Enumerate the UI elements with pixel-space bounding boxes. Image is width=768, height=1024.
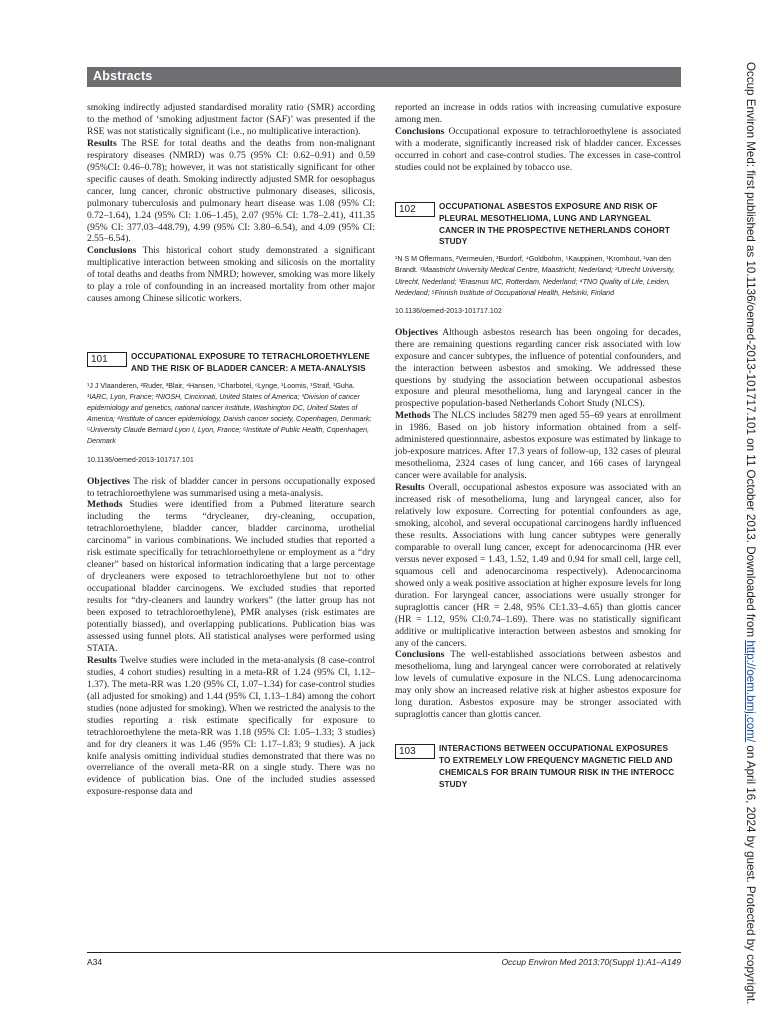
left-column (87, 102, 375, 798)
journal-citation: Occup Environ Med 2013;70(Suppl 1):A1–A149 (501, 957, 681, 967)
abstract-101-heading (87, 351, 375, 375)
results-paragraph: Results Twelve studies were included in the meta-analysis (8 case-control studies, 4 cohort studies) resulting in a meta-RR of 1.24 (95% CI, 1.12–1.37). The meta-RR was 1.20 (95% CI, 1.07–1.34) for case-control studies (all adjusted for smoking) and 1.44 (95% CI, 1.13–1.84) among the cohort studies (none adjusted for smoking). When we restricted the analysis to the studies reporting a risk estimate specifically for exposure to tetrachloroethylene the meta-RR was 1.18 (95% CI: 1.05–1.33; 3 studies) and for dry cleaners it was 1.46 (95% CI: 1.17–1.83; 9 studies). A jack knife analysis omitting individual studies demonstrated that there was no overreliance of the overall meta-RR on a single study. There was no evidence of publication bias. One of the included studies assessed exposure-response data and (87, 654, 375, 798)
intro-paragraph: smoking indirectly adjusted standardised morality ratio (SMR) according to the method of ‘smoking adjustment factor (SAF)’ was presented if the RSE was not statistically significant (i.e., no multiplicative interaction). (87, 102, 375, 137)
abstract-authors: ¹N S M Offermans, ²Vermeulen, ³Burdorf, ⁴Goldbohm, ⁵Kauppinen, ¹Kromhout, ¹van den Brandt. ¹Maastricht University Medical Centre, Maastricht, Nederland; ²Utrecht University, Utrecht, Nederland; ³Erasmus MC, Rotterdam, Nederland; ⁴TNO Quality of Life, Leiden, Nederland; ⁵Finnish Institute of Occupational Health, Helsinki, Finland (395, 255, 675, 297)
abstract-authors: ¹J J Vlaanderen, ²Ruder, ³Blair, ⁴Hansen, ⁵Charbotel, ⁶Lynge, ¹Loomis, ¹Straif, ¹Guha. ¹IARC, Lyon, France; ²NIOSH, Cincinnati, United States of America; ³Division of cancer epidemiology and genetics, national cancer institute, Washington DC, United States of America; ⁴Institute of cancer epidemiology, Danish cancer society, Copenhagen, Denmark; ⁵University Claude Bernard Lyon I, Lyon, France; ⁶Institute of Public Health, Copenhagen, Denmark (87, 382, 372, 446)
abstract-title: OCCUPATIONAL EXPOSURE TO TETRACHLOROETHYLENE AND THE RISK OF BLADDER CANCER: A META-ANALYSIS (131, 352, 370, 374)
methods-paragraph: Methods The NLCS includes 58279 men aged 55–69 years at enrollment in 1986. Based on job history information obtained from a self-administered questionnaire, asbestos exposure was estimated by linkage to job-exposure matrices. After 17.3 years of follow-up, 132 cases of pleural mesothelioma, 2324 cases of lung cancer, and 166 cases of laryngeal cancer were available for analysis. (395, 410, 682, 482)
objectives-paragraph: Objectives Although asbestos research has been ongoing for decades, there are remaining questions regarding cancer risk associated with low exposure and cancer subtypes, the influence of potential confounders, and the interaction between asbestos and smoking. We addressed these questions by studying the association between occupational asbestos exposure and pleural mesothelioma, lung and laryngeal cancer in the prospective population-based Netherlands Cohort Study (NLCS). (395, 326, 681, 410)
abstract-number: 103 (395, 744, 435, 759)
abstract-number: 102 (395, 202, 435, 217)
footer-divider (87, 952, 681, 953)
abstract-title: INTERACTIONS BETWEEN OCCUPATIONAL EXPOSURES TO EXTREMELY LOW FREQUENCY MAGNETIC FIELD AND CHEMICALS FOR BRAIN TUMOUR RISK IN THE INTEROCC STUDY (439, 744, 675, 789)
abstract-102-heading (395, 201, 681, 249)
right-column (395, 102, 681, 791)
page-number: A34 (87, 957, 103, 967)
conclusions-paragraph: Conclusions This historical cohort study demonstrated a significant multiplicative interaction between smoking and silicosis on the mortality of total deaths and deaths from NMRD; however, smoking was more likely to play a role of confounding in an increased mortality from other major causes among Chinese silicotic workers. (87, 245, 375, 305)
abstract-103-heading (395, 743, 681, 791)
results-paragraph: Results Overall, occupational asbestos exposure was associated with an increased risk of mesothelioma, lung and laryngeal cancer, also for relatively low exposure. Correcting for potential confounders as age, smoking, alcohol, and several occupational carcinogens hardly influenced these results. Associations with lung cancer subtypes were generally comparable to overall lung cancer, except for adenocarcinoma (HR ever versus never exposed = 1.43, 1.52, 1.49 and 0.94 for small cell, large cell, squamous cell and adenocarcinoma respectively). Adenocarcinoma showed only a weak positive association at higher exposure levels for long duration. For laryngeal cancer, associations were usually stronger for supraglottis cancer (HR = 2.48, 95% CI:1.33–4.65) than glottis cancer (HR = 1.12, 95% CI:0.74–1.69). There was no statistically significant additive or multiplicative interaction between asbestos and smoking for any of the cancers. (395, 482, 682, 649)
methods-paragraph: Methods Studies were identified from a Pubmed literature search including the terms “drycleaner, dry-cleaning, occupation, tetrachloroethylene, bladder cancer, bladder carcinoma, urothelial carcinoma” in various combinations. We included studies that reported a risk estimate specifically for tetrachloroethylene or employment as a “dry cleaner” based on historical information indicating that a large percentage of drycleaners were exposed to tetrachloroethylene but not to other occupational bladder carcinogens. We excluded studies that reported results for “dry-cleaners and laundry workers” (the latter group has not been exposed to tetrachloroethylene), PMR analyses (risk estimates are potentially biassed), and overlapping publications. Publication bias was assessed using funnel plots. All statistical analyses were performed using STATA. (87, 499, 375, 654)
section-title: Abstracts (93, 69, 153, 83)
journal-link[interactable]: http://oem.bmj.com/ (744, 640, 757, 743)
continued-paragraph: reported an increase in odds ratios with increasing cumulative exposure among men. (395, 102, 681, 125)
results-paragraph: Results The RSE for total deaths and the deaths from non-malignant respiratory diseases (NMRD) was 0.75 (95% CI: 0.62–0.91) and 0.59 (95%CI: 0.46–0.78); however, it was not statistically significant for other specific causes of death. Smoking indirectly adjusted SMR for oesophagus cancer, lung cancer, chronic obstructive pulmonary diseases, silicosis, pulmonary tuberculosis and pulmonary heart disease was 1.08 (95% CI: 0.72–1.64), 1.24 (95% CI: 1.06–1.45), 2.07 (95% CI: 1.78–2.41), 411.35 (95% CI: 377.03–448.79), 4.99 (95% CI: 3.80–6.54), and 4.09 (95% CI: 2.55–6.54). (87, 137, 375, 245)
abstract-doi: 10.1136/oemed-2013-101717.101 (87, 455, 194, 464)
section-header-bar (87, 67, 681, 87)
objectives-paragraph: Objectives The risk of bladder cancer in persons occupationally exposed to tetrachloroethylene was summarised using a meta-analysis. (87, 475, 375, 499)
copyright-sidebar: Occup Environ Med: first published as 10.1136/oemed-2013-101717.101 on 11 October 2013. Downloaded from http://oem.bmj.com/ on April 16, 2024 by guest. Protected by copyright. (744, 62, 757, 1005)
abstract-number: 101 (87, 352, 127, 367)
conclusions-paragraph: Conclusions The well-established associations between asbestos and mesothelioma, lung and laryngeal cancer were corroborated at relatively low levels of cumulative exposure in the NLCS. Lung adenocarcinoma may only show an increased relative risk at higher asbestos exposure for long duration. Asbestos exposure may be stronger associated with supraglottis cancer than glottis cancer. (395, 649, 682, 721)
abstract-doi: 10.1136/oemed-2013-101717.102 (395, 306, 502, 315)
conclusions-paragraph: Conclusions Occupational exposure to tetrachloroethylene is associated with a moderate, significantly increased risk of bladder cancer. Excesses occurred in cohort and case-control studies. The excesses in case-control studies could not be explained by tobacco use. (395, 125, 681, 173)
abstract-title: OCCUPATIONAL ASBESTOS EXPOSURE AND RISK OF PLEURAL MESOTHELIOMA, LUNG AND LARYNGEAL CANCER IN THE PROSPECTIVE NETHERLANDS COHORT STUDY (439, 201, 670, 247)
